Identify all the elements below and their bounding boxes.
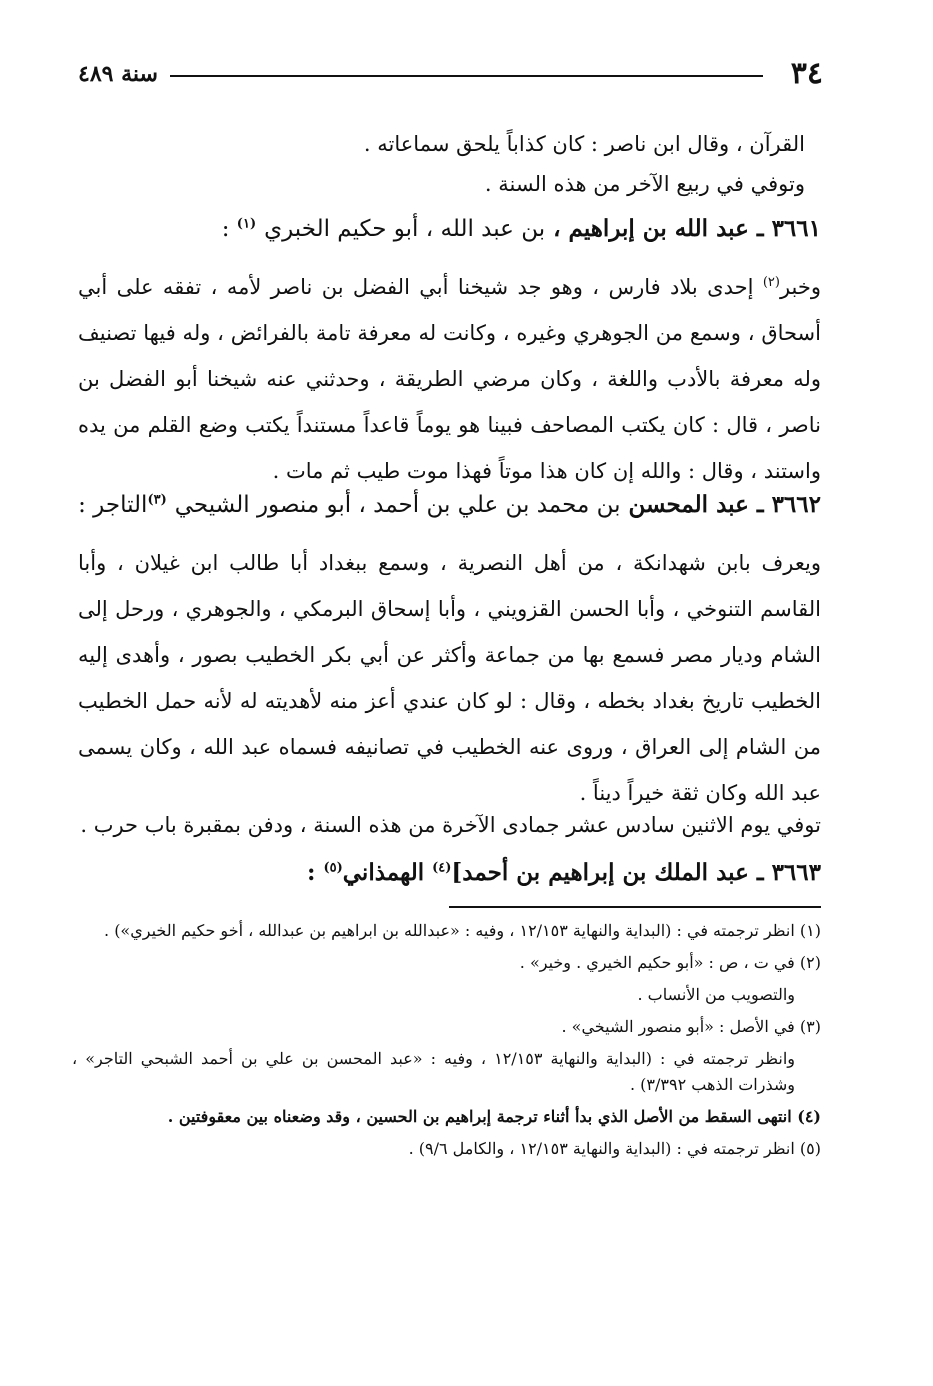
entry-death-3662: توفي يوم الاثنين سادس عشر جمادى الآخرة من هذه السنة ، ودفن بمقبرة باب حرب . [80, 813, 821, 837]
entry-name-rest: بن محمد بن علي بن أحمد ، أبو منصور الشيحي [174, 492, 621, 518]
entry-name-rest: الهمذاني [342, 859, 425, 886]
entry-body-text: إحدى بلاد فارس ، وهو جد شيخنا أبي الفضل بن ناصر لأمه ، تفقه على أبي أسحاق ، وسمع من الجوهري وغيره ، وكانت له معرفة تامة بالفرائض ، وله فيها تصنيف وله معرفة بالأدب واللغة ، وكان مرضي الطريقة ، وحدثني عنه شيخنا أبو الفضل بن ناصر ، قال : كان يكتب المصاحف فبينا هو يوماً قاعداً مستنداً يكتب وضع القلم من يده واستند ، وقال : والله إن كان هذا موتاً فهذا موت طيب ثم مات . [78, 275, 821, 483]
footnote-ref[interactable]: (١) [236, 216, 257, 232]
entry-end: : [221, 216, 237, 242]
footnote-3: (٣) في الأصل : «أبو منصور الشيخي» . [561, 1017, 821, 1036]
footnote-separator [449, 906, 821, 908]
footnote-4: (٤) انتهى السقط من الأصل الذي بدأ أثناء ترجمة إبراهيم بن الحسين ، وقد وضعناه بين معقوفتين . [167, 1107, 821, 1126]
entry-number-name: ٣٦٦١ ـ عبد الله بن إبراهيم ، [553, 215, 821, 242]
entry-end: : [306, 859, 324, 886]
entry-body-3661 [78, 264, 821, 494]
entry-heading-3663 [307, 852, 821, 894]
entry-name-rest: بن عبد الله ، أبو حكيم الخبري [264, 216, 546, 242]
entry-heading-3662 [78, 484, 821, 526]
page-number: ٣٤ [790, 56, 823, 91]
entry-body-start: وخبر [779, 275, 821, 299]
footnote-ref[interactable]: (٣) [147, 492, 167, 508]
footnote-1: (١) انظر ترجمته في : (البداية والنهاية ١٢/١٥٣ ، وفيه : «عبدالله بن ابراهيم بن عبدالله ، أخو حكيم الخيري») . [104, 921, 821, 940]
footnotes [72, 918, 821, 1168]
entry-heading-3661 [222, 208, 821, 250]
footnote-ref[interactable]: (٥) [323, 860, 343, 876]
footnote-2-note: والتصويب من الأنساب . [637, 985, 795, 1004]
header-rule [170, 75, 763, 77]
page-header [78, 54, 823, 94]
footnote-3-note: وانظر ترجمته في : (البداية والنهاية ١٢/١٥٣ ، وفيه : «عبد المحسن بن علي بن أحمد الشبحي التاجر» ، وشذرات الذهب ٣/٣٩٢) . [72, 1049, 795, 1094]
paragraph-quran-continuation: القرآن ، وقال ابن ناصر : كان كذاباً يلحق سماعاته . [363, 132, 805, 156]
footnote-2: (٢) في ت ، ص : «أبو حكيم الخيري . وخير» . [519, 953, 821, 972]
footnote-5: (٥) انظر ترجمته في : (البداية والنهاية ١٢/١٥٣ ، والكامل ٩/٦) . [408, 1139, 821, 1158]
entry-end: التاجر : [78, 492, 148, 518]
entry-body-3662: ويعرف بابن شهدانكة ، من أهل النصرية ، وسمع ببغداد أبا طالب ابن غيلان ، وأبا القاسم التنوخي ، وأبا الحسن القزويني ، وأبا إسحاق البرمكي ، والجوهري ، ورحل إلى الشام وديار مصر فسمع بها من جماعة وأكثر عن أبي بكر الخطيب بصور ، وأهدى إليه الخطيب تاريخ بغداد بخطه ، وقال : لو كان عندي أعز منه لأهديته له لأنه حمل الخطيب من الشام إلى العراق ، وروى عنه الخطيب في تصانيفه فسماه عبد الله ، وكان يسمى عبد الله وكان ثقة خيراً ديناً . [78, 551, 821, 805]
entry-number-name: ٣٦٦٣ ـ عبد الملك بن إبراهيم بن أحمد] [451, 859, 821, 886]
paragraph-death-note: وتوفي في ربيع الآخر من هذه السنة . [484, 172, 805, 196]
year-label: سنة ٤٨٩ [78, 61, 158, 87]
footnote-ref[interactable]: (٤) [432, 860, 452, 876]
entry-number-name: ٣٦٦٢ ـ عبد المحسن [628, 491, 821, 518]
footnote-ref[interactable]: (٢) [762, 275, 780, 290]
